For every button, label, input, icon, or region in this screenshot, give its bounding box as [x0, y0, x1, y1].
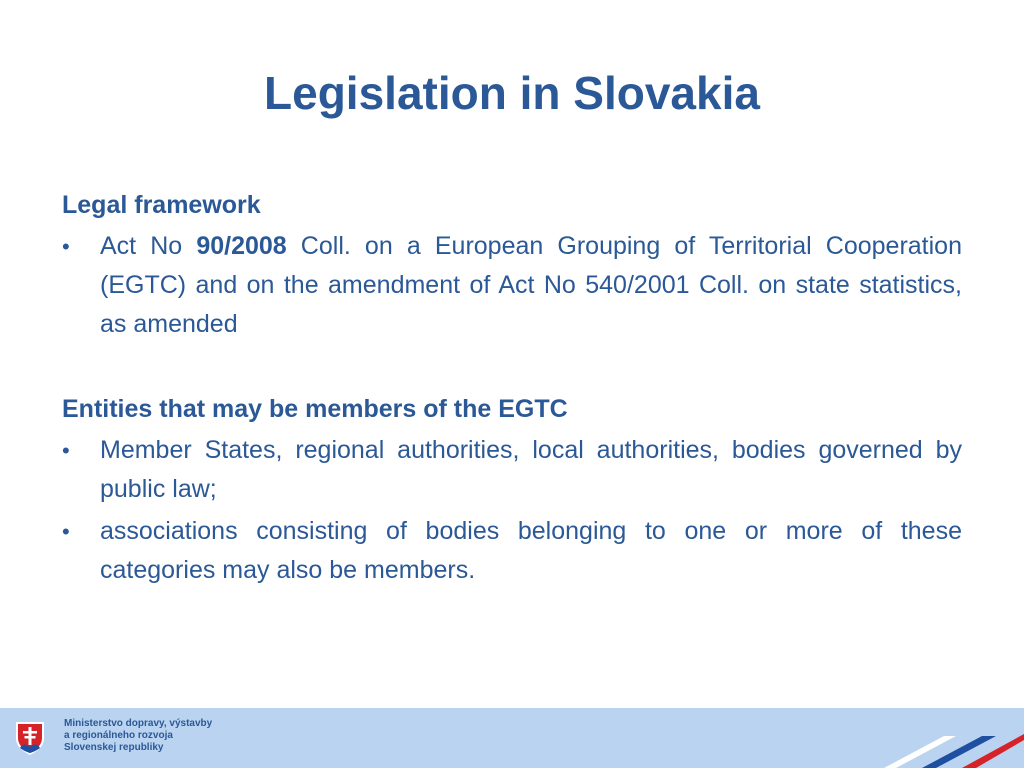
slovak-crest-icon	[14, 720, 46, 756]
bullet-icon: •	[62, 438, 70, 463]
tricolor-stripes-icon	[844, 708, 1024, 768]
list-item	[62, 431, 962, 509]
act-prefix: Act No	[100, 232, 197, 260]
list-item	[62, 227, 962, 344]
page-title: Legislation in Slovakia	[264, 67, 760, 119]
footer-bar	[0, 708, 1024, 768]
act-description: Coll. on a European Grouping of Territorial Cooperation (EGTC) and on the amendment of Act No 540/2001 Coll. on state statistics, as amended	[100, 232, 962, 338]
entities-bullet-text: Member States, regional authorities, local authorities, bodies governed by public law;	[100, 436, 962, 503]
list-item	[62, 512, 962, 590]
act-number: 90/2008	[196, 232, 287, 260]
ministry-line-2: a regionálneho rozvoja	[64, 730, 173, 741]
ministry-line-1: Ministerstvo dopravy, výstavby	[64, 718, 213, 729]
section-heading-entities: Entities that may be members of the EGTC	[62, 395, 568, 423]
entities-list	[62, 431, 962, 590]
slide-content	[62, 186, 962, 590]
legal-framework-list	[62, 227, 962, 344]
bullet-icon: •	[62, 519, 70, 544]
associations-bullet-text: associations consisting of bodies belonging to one or more of these categories may also be members.	[100, 517, 962, 584]
section-heading-legal-framework: Legal framework	[62, 191, 261, 219]
ministry-name	[64, 718, 212, 754]
ministry-line-3: Slovenskej republiky	[64, 742, 164, 753]
bullet-icon: •	[62, 234, 70, 259]
